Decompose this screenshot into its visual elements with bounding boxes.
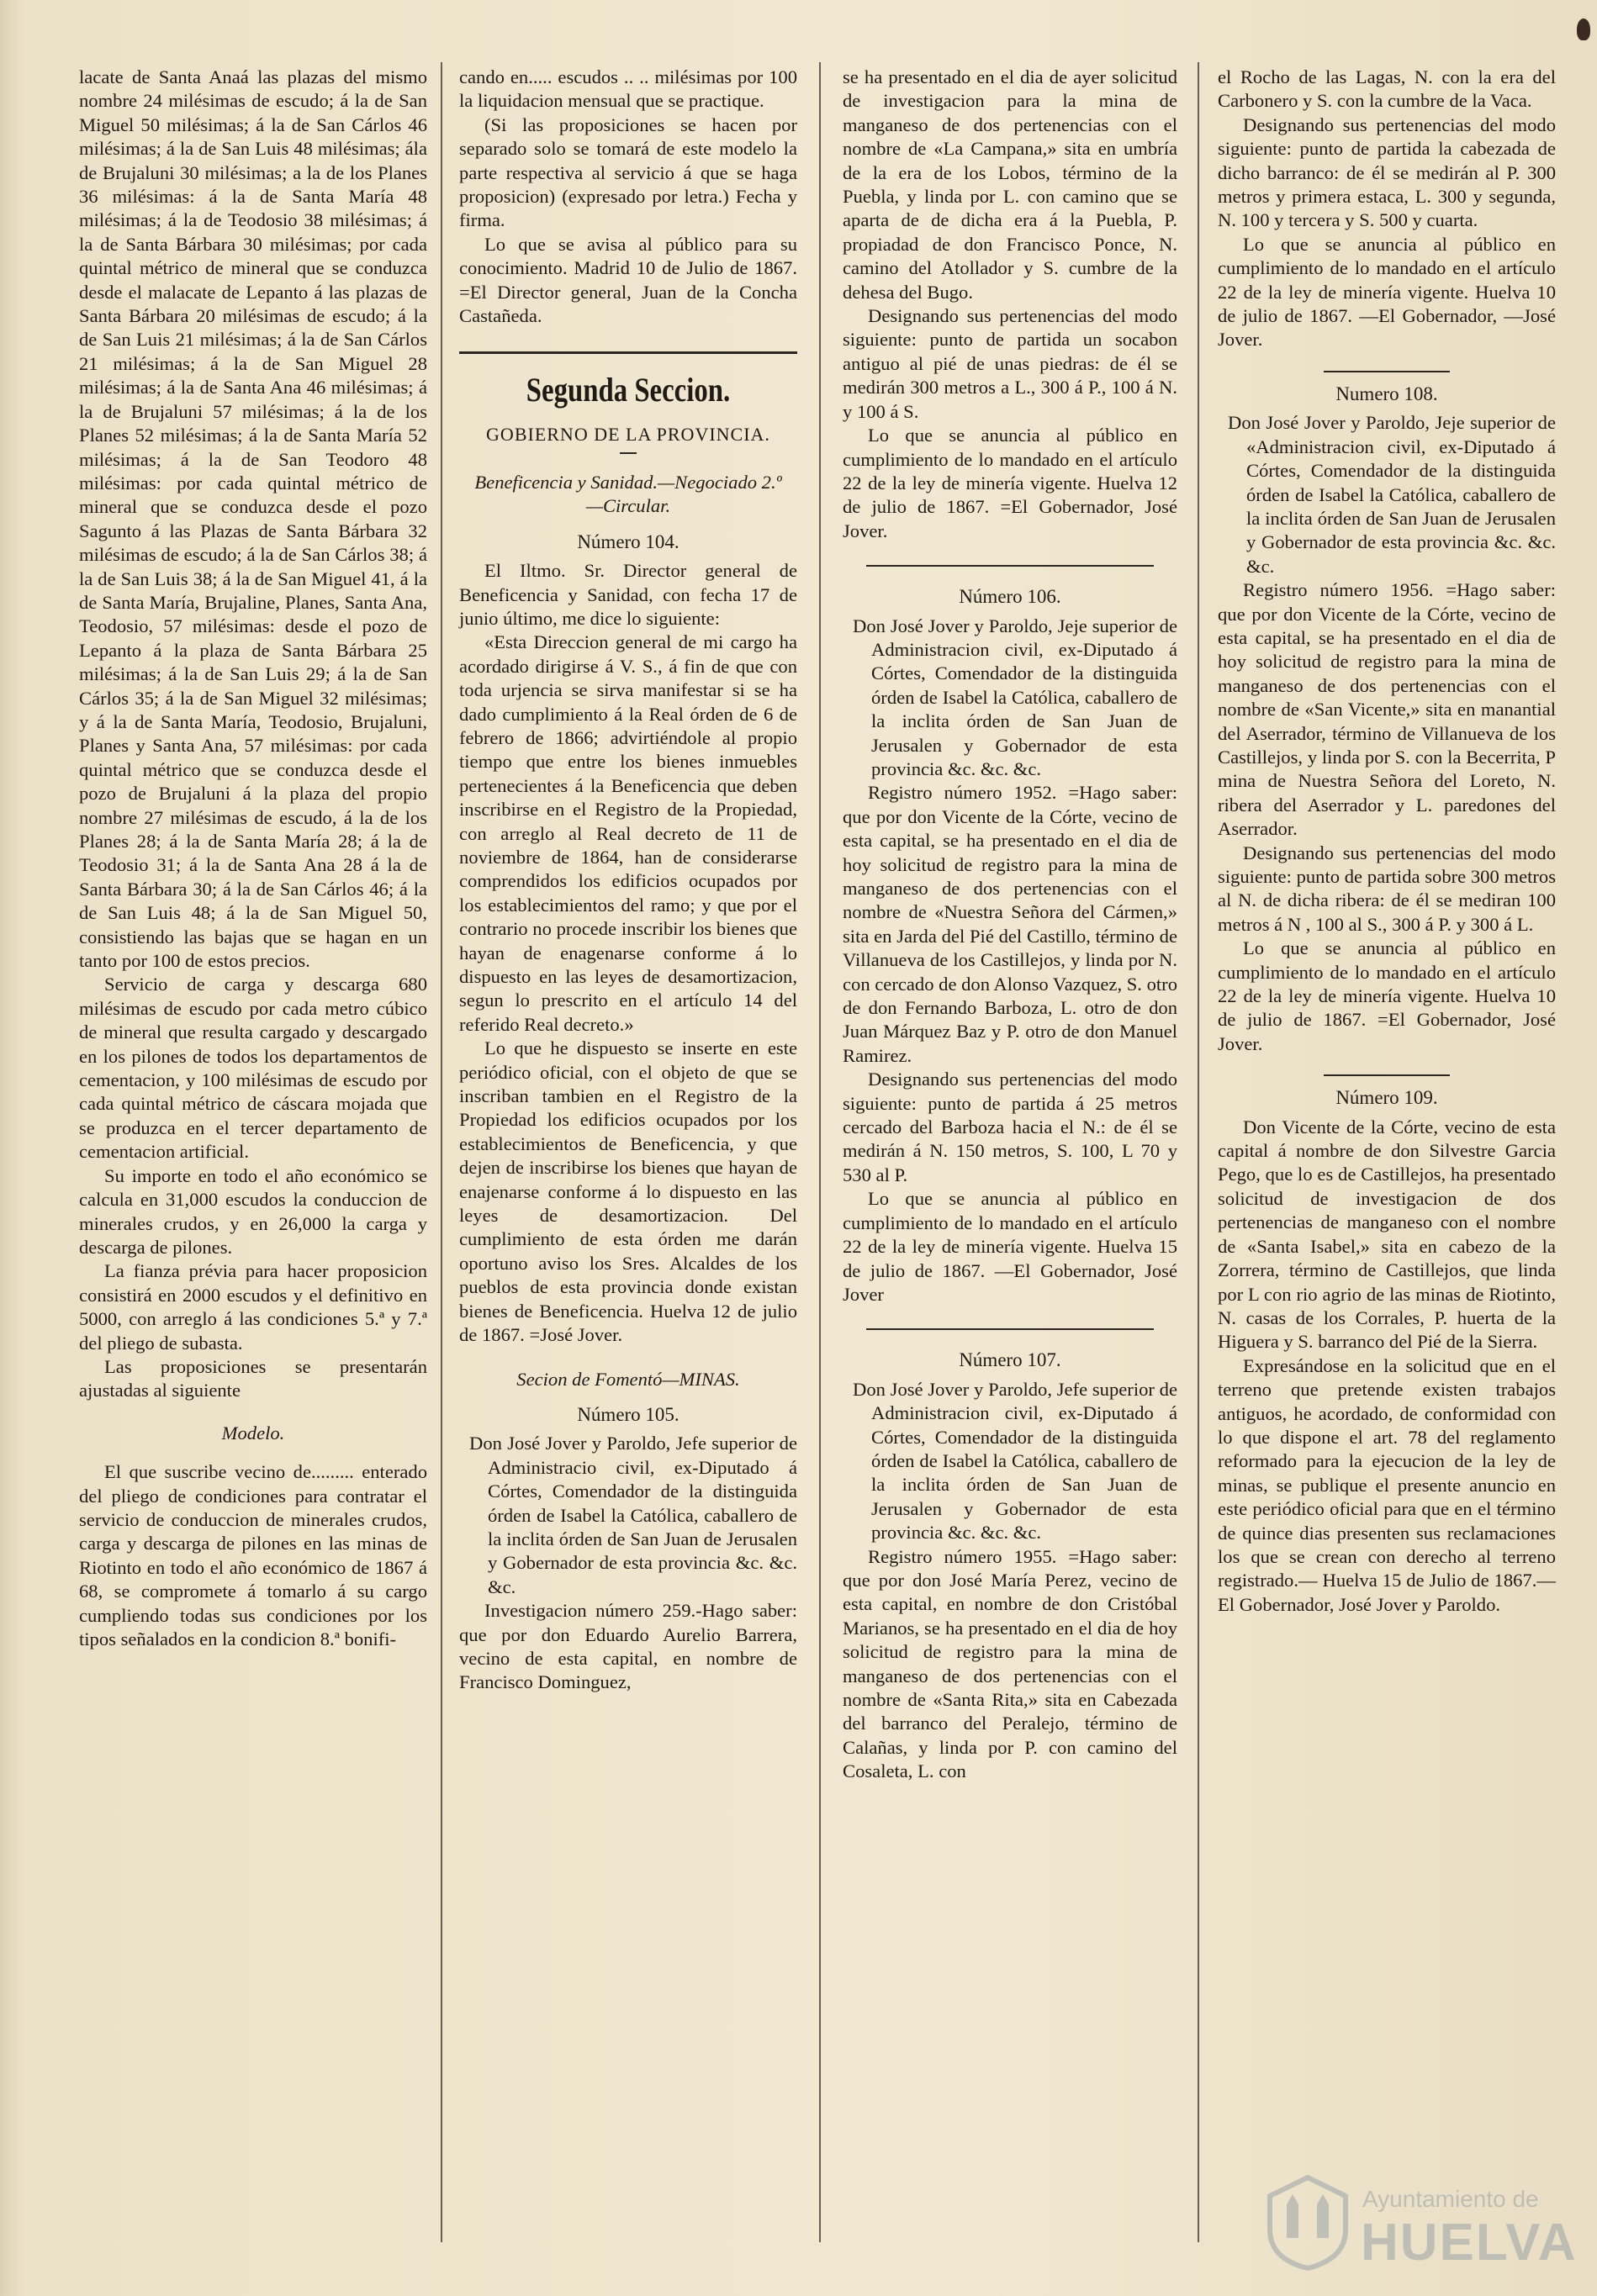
column-1: [79, 66, 427, 1651]
divider-dash: [620, 452, 637, 454]
paragraph: El que suscribe vecino de......... enterado del pliego de condiciones para contratar el servicio de conduccion de minerales crudos, carga y descarga de pilones en las minas de Riotinto en todo el año económico de 1867 á 68, se compromete á tomarlo á su cargo cumpliendo todas sus condiciones por los tipos señalados en la condicion 8.ª bonifi-: [79, 1461, 427, 1649]
paragraph: Lo que he dispuesto se inserte en este periódico oficial, con el objeto de que se inscriban tambien en el Registro de la Propiedad los edificios ocupados por los establecimientos de Beneficencia, y que dejen de inscribirse los bienes que hayan de enajenarse conforme á lo dispuesto en las leyes de desamortizacion. Del cumplimiento de esta órden me darán oportuno aviso los Sres. Alcaldes de los pueblos de esta provincia donde existan bienes de Beneficencia. Huelva 12 de julio de 1867. =José Jover.: [459, 1037, 797, 1346]
notice-number: Número 106.: [959, 586, 1061, 608]
paragraph: El Iltmo. Sr. Director general de Beneficencia y Sanidad, con fecha 17 de junio último, me dice lo siguiente:: [459, 560, 797, 629]
divider: [1324, 371, 1450, 372]
paragraph: (Si las proposiciones se hacen por separado solo se tomará de este modelo la parte respectiva al servicio á que se haga proposicion) (expresado por letra.) Fecha y firma.: [459, 113, 797, 231]
watermark-text-small: Ayuntamiento de: [1362, 2186, 1539, 2212]
notice-number: Número 107.: [959, 1349, 1061, 1371]
watermark-logo: [1261, 2161, 1581, 2278]
notice-number: Número 105.: [577, 1403, 680, 1425]
paragraph: Registro número 1956. =Hago saber: que por don Vicente de la Córte, vecino de esta capital, se ha presentado en el dia de hoy solicitud de registro para la mina de manganeso de dos pertenencias con el nombre de «San Vicente,» sita en manantial del Aserrador, término de Villanueva de los Castillejos, y linda por S. con la Becerrita, P mina de Nuestra Señora del Loreto, N. ribera del Aserrador y L. paredones del Aserrador.: [1218, 579, 1556, 840]
paragraph: Servicio de carga y descarga 680 milésimas de escudo por cada metro cúbico de mineral que resulta cargado y descargado en los pilones de todos los departamentos de cementacion, y 100 milésimas de escudo por cada quintal métrico de cáscara mojada que se produzca en el tercer departamento de cementacion artificial.: [79, 974, 427, 1163]
paragraph: Lo que se anuncia al público en cumplimiento de lo mandado en el artículo 22 de la ley de minería vigente. Huelva 12 de julio de 1867. =El Gobernador, José Jover.: [843, 425, 1177, 541]
paragraph: Su importe en todo el año económico se calcula en 31,000 escudos la conduccion de minerales crudos, y en 26,000 la carga y descarga de pilones.: [79, 1164, 427, 1258]
ink-stain: [1577, 18, 1590, 40]
paragraph: Designando sus pertenencias del modo siguiente: punto de partida un socabon antiguo al pié de unas piedras: de él se medirán 300 metros a L., 300 á P., 100 á N. y 100 á S.: [843, 305, 1177, 422]
paragraph: Lo que se anuncia al público en cumplimiento de lo mandado en el artículo 22 de la ley de minería vigente. Huelva 10 de julio de 1867. =El Gobernador, José Jover.: [1218, 937, 1556, 1054]
paragraph: La fianza prévia para hacer proposicion consistirá en 2000 escudos y el definitivo en 5000, con arreglo á las condiciones 5.ª y 7.ª del pliego de subasta.: [79, 1260, 427, 1354]
column-4: [1218, 66, 1556, 1617]
column-rule: [441, 62, 442, 2242]
divider: [866, 1328, 1154, 1330]
paragraph: Registro número 1952. =Hago saber: que por don Vicente de la Córte, vecino de esta capital, se ha presentado en el dia de hoy solicitud de registro para la mina de manganeso de dos pertenencias con el nombre de «Nuestra Señora del Cármen,» sita en Jarda del Pié del Castillo, término de Villanueva de los Castillejos, y linda por N. con cercado de don Alonso Vazquez, S. otro de don Fernando Barboza, L. otro de don Juan Márquez Baz y P. otro de don Manuel Ramirez.: [843, 782, 1178, 1066]
paragraph: Designando sus pertenencias del modo siguiente: punto de partida sobre 300 metros al N. de dicha ribera: de él se mediran 100 metros á N , 100 al S., 300 á P. y 300 á L.: [1218, 842, 1556, 935]
issuer-block: Don José Jover y Paroldo, Jefe superior de Administracion civil, ex-Diputado á Córtes, Comendador de la distinguida órden de Isabel la Católica, caballero de la inclita órden de San Juan de Jerusalen y Gobernador de esta provincia &c. &c. &c.: [853, 1378, 1177, 1544]
issuer-block: Don José Jover y Paroldo, Jeje superior de «Administracion civil, ex-Diputado á Córtes, Comendador de la distinguida órden de Isabel la Católica, caballero de la inclita órden de San Juan de Jerusalen y Gobernador de esta provincia &c. &c. &c.: [1228, 412, 1556, 577]
department-heading: Beneficencia y Sanidad.—Negociado 2.º—Circular.: [474, 471, 782, 517]
government-heading: GOBIERNO DE LA PROVINCIA.: [486, 424, 770, 446]
paragraph: se ha presentado en el dia de ayer solicitud de investigacion para la mina de manganeso de dos pertenencias con el nombre de «La Campana,» sita en umbría de la era de los Lobos, término de la Puebla, y linda por L. con camino que se aparta de de dicha era á la Puebla, P. propiadad de don Francisco Ponce, N. camino del Atollador y S. cumbre de la dehesa del Bugo.: [843, 66, 1177, 303]
notice-number: Numero 108.: [1335, 383, 1438, 404]
paragraph: Expresándose en la solicitud que en el terreno que pretende existen trabajos antiguos, he acordado, de conformidad con lo que dispone el art. 78 del reglamento reformado para la ejecucion de la ley de minas, se publique el presente anuncio en este periódico oficial para que en el término de quince dias presenten sus reclamaciones los que se crean con derecho al terreno registrado.— Huelva 15 de Julio de 1867.—El Gobernador, José Jover y Paroldo.: [1218, 1354, 1556, 1615]
paragraph: Lo que se anuncia al público en cumplimiento de lo mandado en el artículo 22 de la ley de minería vigente. Huelva 10 de julio de 1867. —El Gobernador, —José Jover.: [1218, 233, 1556, 351]
issuer-block: Don José Jover y Paroldo, Jeje superior de Administracion civil, ex-Diputado á Córtes, Comendador de la distinguida órden de Isabel la Católica, caballero de la inclita órden de San Juan de Jerusalen y Gobernador de esta provincia &c. &c. &c.: [853, 615, 1177, 779]
paragraph: Registro número 1955. =Hago saber: que por don José María Perez, vecino de esta capital, en nombre de don Cristóbal Marianos, se ha presentado en el dia de hoy solicitud de registro para la mina de manganeso de dos pertenencias con el nombre de «Santa Rita,» sita en Cabezada del barranco del Peralejo, término de Calañas, y linda por P. con camino del Cosaleta, L. con: [843, 1545, 1177, 1782]
column-2: [459, 66, 797, 1695]
column-rule: [819, 62, 821, 2242]
watermark-text-big: HUELVA: [1361, 2214, 1578, 2272]
column-rule: [1198, 62, 1199, 2242]
paragraph: el Rocho de las Lagas, N. con la era del Carbonero y S. con la cumbre de la Vaca.: [1218, 66, 1556, 112]
issuer-block: Don José Jover y Paroldo, Jefe superior de Administracio civil, ex-Diputado á Córtes, Comendador de la distinguida órden de Isabel la Católica, caballero de la inclita órden de San Juan de Jerusalen y Gobernador de esta provincia &c. &c. &c.: [469, 1433, 797, 1597]
paragraph: Las proposiciones se presentarán ajustadas al siguiente: [79, 1355, 427, 1401]
notice-number: Número 104.: [577, 530, 680, 552]
paragraph: Designando sus pertenencias del modo siguiente: punto de partida á 25 metros cercado del Barboza hacia el N.: de él se medirán á N. 150 metros, S. 100, L 70 y 530 al P.: [843, 1069, 1177, 1185]
paragraph: Lo que se anuncia al público en cumplimiento de lo mandado en el artículo 22 de la ley de minería vigente. Huelva 15 de julio de 1867. —El Gobernador, José Jover: [843, 1188, 1177, 1305]
notice-number: Número 109.: [1335, 1087, 1438, 1109]
paragraph: Don Vicente de la Córte, vecino de esta capital á nombre de don Silvestre Garcia Pego, que lo es de Castillejos, ha presentado solicitud de investigacion de dos pertenencias de manganeso con el nombre de «Santa Isabel,» sita en cabezo de la Zorrera, término de Castillejos, que linda por L con rio agrio de las minas de Riotinto, N. casas de los Corrales, P. huerta de la Higuera y S. barranco del Pié de la Sierra.: [1218, 1116, 1556, 1353]
paragraph: cando en..... escudos .. .. milésimas por 100 la liquidacion mensual que se practique.: [459, 66, 797, 112]
department-heading: Secion de Fomentó—MINAS.: [516, 1368, 740, 1390]
paragraph: Lo que se avisa al público para su conocimiento. Madrid 10 de Julio de 1867. =El Director general, Juan de la Concha Castañeda.: [459, 233, 797, 327]
paragraph: Investigacion número 259.-Hago saber: que por don Eduardo Aurelio Barrera, vecino de esta capital, en nombre de Francisco Dominguez,: [459, 1600, 797, 1693]
divider: [866, 565, 1154, 567]
column-3: [843, 66, 1177, 1784]
model-heading: Modelo.: [221, 1422, 285, 1444]
crest-icon: [1261, 2171, 1354, 2272]
section-title: Segunda Seccion.: [526, 371, 731, 409]
paragraph: lacate de Santa Anaá las plazas del mismo nombre 24 milésimas de escudo; á la de San Miguel 50 milésimas; á la de San Cárlos 46 milésimas; á la de San Luis 48 milésimas; ála de Brujaluni 30 milésimas; a la de los Planes 36 milésimas: á la de Santa María 48 milésimas; á la de Teodosio 38 milésimas; á la de Santa Bárbara 30 milésimas; por cada quintal métrico de mineral que se conduzca desde el malacate de Lepanto á las plazas de Santa Bárbara 20 milésimas de escudo; á la de San Luis 21 milésimas; á la de San Cárlos 21 milésimas; á la de San Miguel 28 milésimas; á la de Santa Ana 46 milésimas; á la de Brujaluni 57 milésimas; á la de los Planes 52 milésimas; á la de Santa María 52 milésimas; á la de San Teodoro 48 milésimas: por cada quintal métrico de mineral que se conduzca desde el pozo Sagunto á las Plazas de Santa Bárbara 32 milésimas de escudo; á la de San Cárlos 38; á la de San Luis 38; á la de San Miguel 41, á la de Santa María, Brujaline, Planes, Santa Ana, Teodosio, 57 milésimas: desde el pozo de Lepanto á la plaza de Santa Bárbara 25 milésimas; á la de San Luis 29; á la de San Cárlos 35; á la de San Miguel 32 milésimas; y á la de Santa María, Teodosio, Brujaluni, Planes y Santa Ana, 57 milésimas: por cada quintal métrico que se conduzca desde el pozo de Brujaluni á la plaza del propio nombre 27 milésimas de escudo, á la de los Planes 28; á la de Santa María 28; á la de Teodosio 31; á la de Santa Ana 28 á la de Santa Bárbara 30; á la de San Cárlos 46; á la de San Luis 48; á la de San Miguel 50, consistiendo las bajas que se hagan en un tanto por 100 de estos precios.: [79, 66, 427, 972]
section-divider: [459, 351, 797, 354]
paragraph: «Esta Direccion general de mi cargo ha acordado dirigirse á V. S., á fin de que con toda urjencia se sirva manifestar si se ha dado cumplimiento á la Real órden de 6 de febrero de 1866; advirtiéndole al propio tiempo que entre los bienes inmuebles pertenecientes á la Beneficencia que deben inscribirse en el Registro de la Propiedad, con arreglo al Real decreto de 11 de noviembre de 1864, han de considerarse comprendidos los edificios ocupados por los establecimientos del ramo; y que por el contrario no procede inscribir los bienes que hayan de enagenarse conforme á lo dispuesto en las leyes de desamortizacion, segun lo prescrito en el artículo 14 del referido Real decreto.»: [459, 631, 797, 1035]
paragraph: Designando sus pertenencias del modo siguiente: punto de partida la cabezada de dicho barranco: de él se medirán al P. 300 metros y primera estaca, L. 300 y segunda, N. 100 y tercera y S. 500 y cuarta.: [1218, 113, 1556, 231]
divider: [1324, 1074, 1450, 1076]
